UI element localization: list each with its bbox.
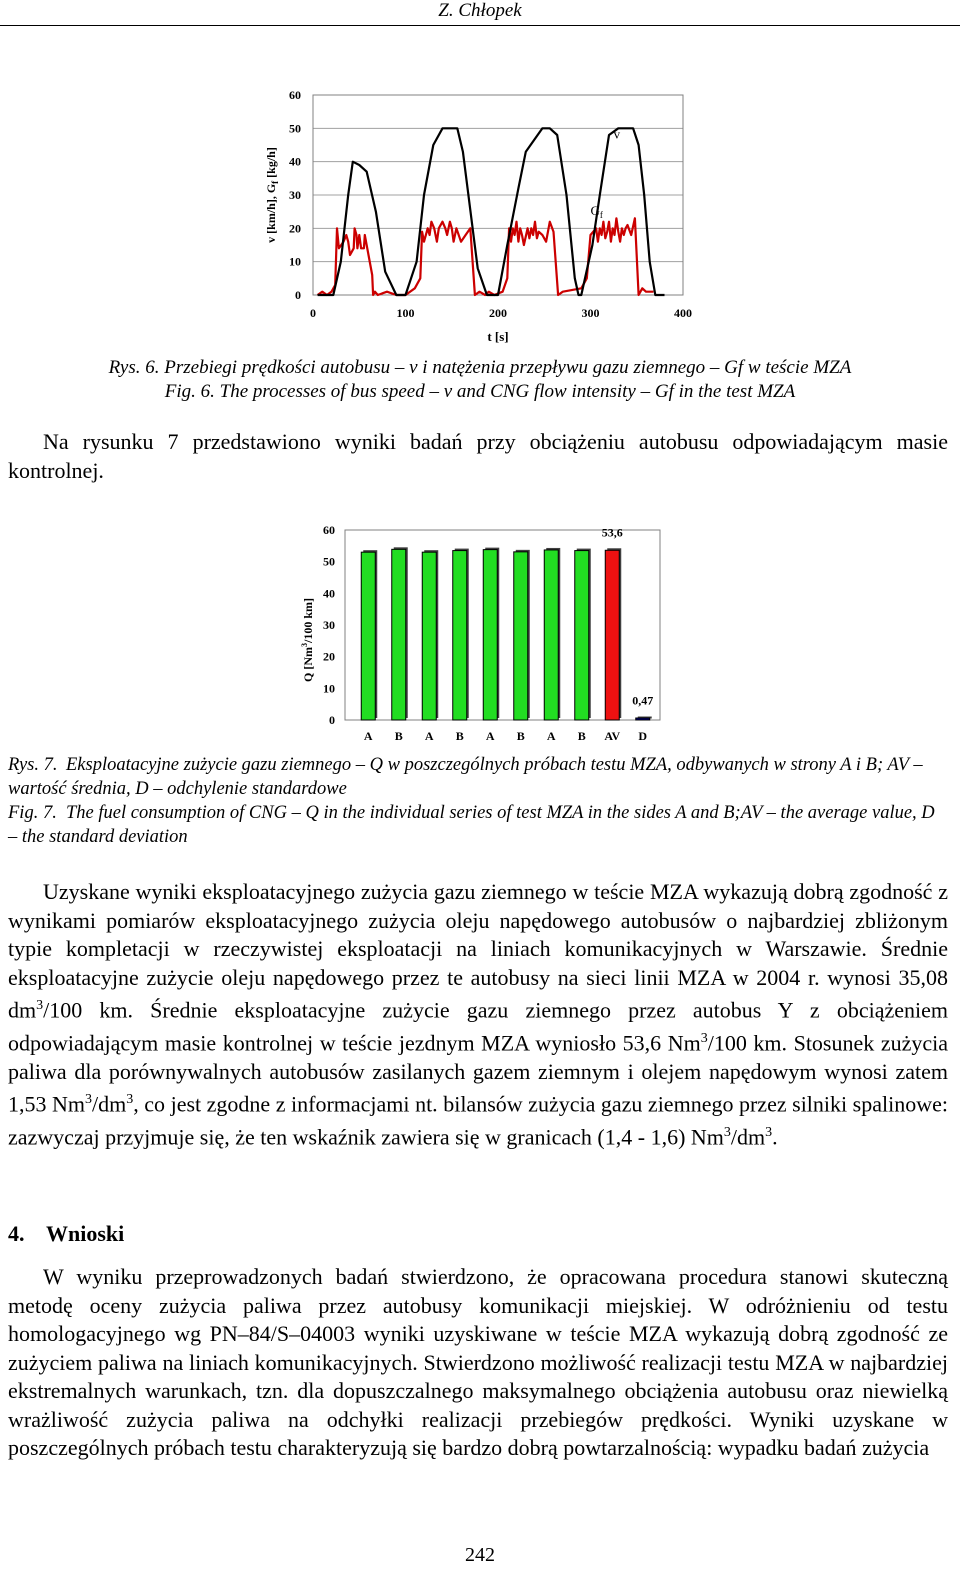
x-axis-label: t [s] [487, 329, 509, 344]
bar [453, 551, 467, 720]
paragraph-intro-figure-7: Na rysunku 7 przedstawiono wyniki badań przy obciążeniu autobusu odpowiadającym masie kontrolnej. [8, 429, 948, 483]
y-tick-label: 0 [329, 713, 335, 727]
x-tick-label: A [424, 729, 434, 743]
x-tick-label: D [638, 729, 648, 743]
section-heading [8, 1221, 124, 1247]
speed-flow-chart [255, 80, 705, 350]
section-number: 4. [8, 1221, 25, 1246]
figure-7 [290, 515, 680, 750]
figure-6-caption-en: Fig. 6. The processes of bus speed – v and CNG flow intensity – Gf in the test MZA [164, 381, 796, 402]
y-tick-label: 20 [323, 649, 335, 664]
data-label: 53,6 [601, 525, 623, 540]
x-tick-label: 100 [396, 306, 415, 320]
x-tick-label: A [363, 729, 373, 743]
section-title: Wnioski [46, 1221, 125, 1246]
bar [575, 551, 589, 720]
x-tick-label: B [516, 729, 525, 743]
annotation-gf: $G_f$ [590, 203, 603, 220]
data-label: 0,47 [632, 693, 654, 708]
caption-label: Rys. 7. [8, 755, 58, 775]
y-tick-label: 10 [323, 681, 335, 696]
y-tick-label: 50 [289, 121, 301, 136]
y-axis-label: Q [Nm$^3$/100 km] [300, 598, 315, 682]
bar [605, 550, 619, 720]
y-tick-label: 60 [323, 523, 335, 537]
paragraph-conclusions: W wyniku przeprowadzonych badań stwierdzono, że opracowana procedura stanowi skuteczną metodę oceny zużycia paliwa przez autobusy komunikacji miejskiej. W odróżnieniu od testu homologacyjnego wg PN–84/S–04003 wyniki uzyskiwane w teście MZA wykazują dobrą zgodność ze zużyciem paliwa na liniach komunikacyjnych. Stwierdzono możliwość realizacji testu MZA w najbardziej ekstremalnych warunkach, tzn. dla dopuszczalnego maksymalnego obciążenia autobusu oraz niewielką wrażliwość zużycia paliwa na odchyłki realizacji przebiegów prędkości. Wyniki uzyskane w poszczególnych próbach testu charakteryzują się bardzo dobrą powtarzalnością: wypadku badań zużycia [8, 1264, 948, 1460]
bar [392, 549, 406, 720]
series-v-line [318, 128, 665, 295]
page-number: 242 [465, 1544, 495, 1566]
y-tick-label: 0 [295, 288, 301, 302]
x-tick-label: A [546, 729, 556, 743]
x-tick-label: 200 [489, 306, 507, 320]
figure-7-caption-en [8, 802, 948, 849]
figure-6-caption-pl: Rys. 6. Przebiegi prędkości autobusu – v i natężenia przepływu gazu ziemnego – Gf w teście MZA [108, 357, 852, 378]
y-tick-label: 60 [289, 88, 301, 102]
y-tick-label: 30 [323, 618, 335, 632]
x-tick-label: A [485, 729, 495, 743]
x-tick-label: B [577, 729, 586, 743]
y-tick-label: 10 [289, 254, 301, 269]
caption-text: Eksploatacyjne zużycie gazu ziemnego – Q w poszczególnych próbach testu MZA, odbywanych w strony A i B; AV – wartość średnia, D – odchylenie standardowe [8, 755, 923, 799]
bar [361, 552, 375, 720]
bar [483, 550, 497, 720]
y-axis-label: v [km/h], $G_f$ [kg/h] [264, 147, 280, 243]
annotation-v: v [613, 126, 621, 142]
y-tick-label: 50 [323, 554, 335, 569]
figure-7-caption-pl [8, 754, 948, 801]
bar [422, 552, 436, 720]
header-rule [0, 25, 960, 26]
x-tick-label: 400 [674, 306, 692, 320]
y-tick-label: 40 [289, 154, 301, 169]
figure-6 [255, 80, 705, 350]
fuel-consumption-bar-chart [290, 515, 680, 750]
y-tick-label: 40 [323, 586, 335, 601]
paragraph-results: Uzyskane wyniki eksploatacyjnego zużycia gazu ziemnego w teście MZA wykazują dobrą zgodność z wynikami pomiarów eksploatacyjnego zużycia oleju napędowego autobusów o najbardziej zbliżonym typie kompletacji w rzeczywistej eksploatacji na liniach komunikacyjnych w Warszawie. Średnie eksploatacyjne zużycie oleju napędowego przez te autobusy na sieci linii MZA w 2004 r. wynosi 35,08 $dm^3/100$ km. Średnie eksploatacyjne zużycie gazu ziemnego przez autobus Y z obciążeniem odpowiadającym masie kontrolnej w teście jezdnym MZA wyniosło 53,6 Nm$^3$/100 km. Stosunek zużycia paliwa dla porównywalnych autobusów zasilanych gazem ziemnym i olejem napędowym wynosi zatem 1,53 $Nm^3/dm^3$, co jest zgodne z informacjami nt. bilansów zużycia gazu ziemnego przez silniki spalinowe: zazwyczaj przyjmuje się, że ten wskaźnik zawiera się w granicach (1,4 - 1,6) $Nm^3/dm^3$. [8, 879, 948, 1150]
y-tick-label: 20 [289, 221, 301, 236]
caption-label: Fig. 7. [8, 803, 57, 823]
bar [514, 552, 528, 720]
caption-text: The fuel consumption of CNG – Q in the individual series of test MZA in the sides A and B;AV – the average value, D – the standard deviation [8, 803, 935, 847]
running-header: Z. Chłopek [438, 0, 522, 21]
series-gf-line [318, 218, 654, 295]
y-tick-label: 30 [289, 188, 301, 202]
bar [544, 550, 558, 720]
x-tick-label: 0 [310, 306, 316, 320]
x-tick-label: B [455, 729, 464, 743]
x-tick-label: AV [604, 729, 621, 743]
x-tick-label: B [394, 729, 403, 743]
x-tick-label: 300 [581, 306, 600, 320]
bar [636, 718, 650, 720]
